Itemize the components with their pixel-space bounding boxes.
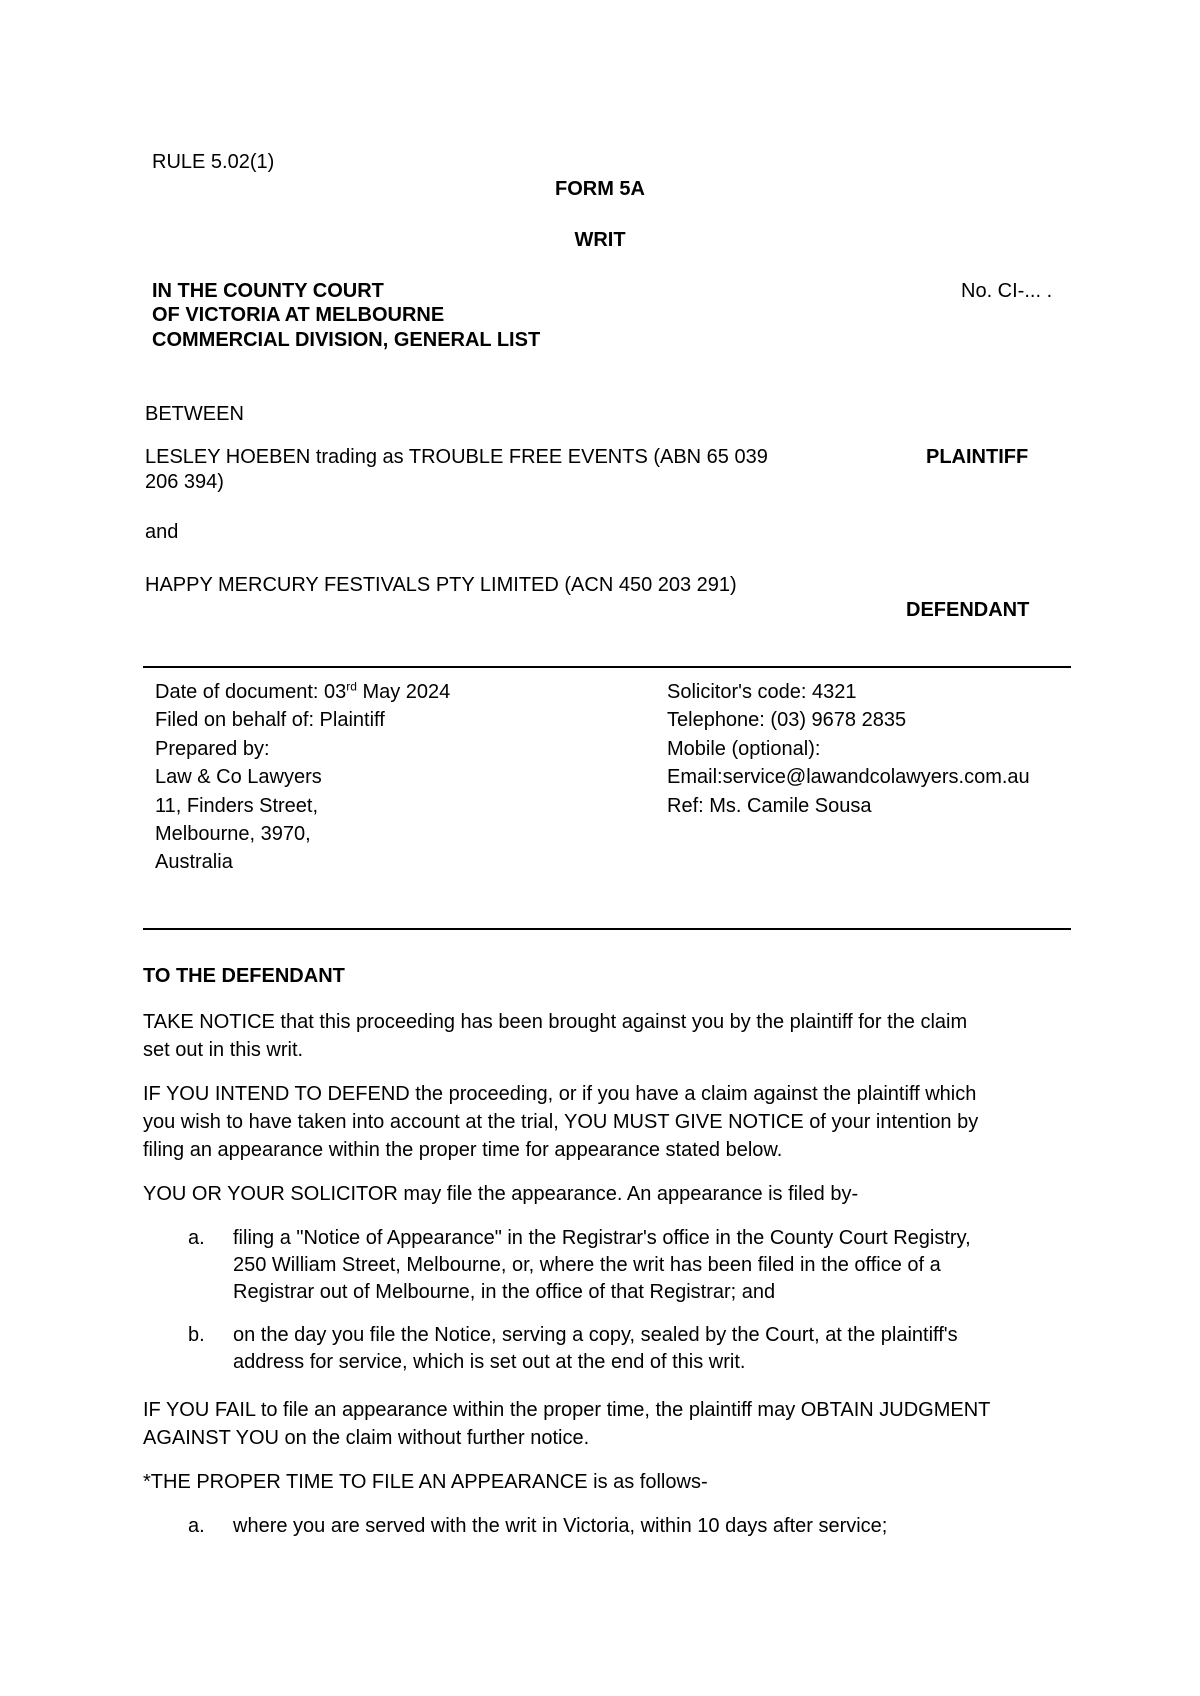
telephone: Telephone: (03) 9678 2835 bbox=[667, 709, 907, 732]
list-item bbox=[188, 1225, 1068, 1306]
rule-reference: RULE 5.02(1) bbox=[152, 151, 275, 173]
defendant-name: HAPPY MERCURY FESTIVALS PTY LIMITED (ACN 450 203 291) bbox=[145, 574, 737, 596]
notice-paragraph-5 bbox=[143, 1468, 1073, 1496]
firm-street: 11, Finders Street, bbox=[155, 794, 319, 817]
notice-paragraph-2 bbox=[143, 1080, 1073, 1164]
firm-name: Law & Co Lawyers bbox=[155, 766, 322, 789]
notice-paragraph-4 bbox=[143, 1396, 1073, 1452]
reference: Ref: Ms. Camile Sousa bbox=[667, 794, 872, 817]
notice-paragraph-1-line-1: TAKE NOTICE that this proceeding has been brought against you by the plaintiff for the claim bbox=[143, 1011, 968, 1033]
plaintiff-name-line-2: 206 394) bbox=[145, 471, 224, 493]
defendant-role: DEFENDANT bbox=[906, 599, 1030, 621]
list-item-line: address for service, which is set out at the end of this writ. bbox=[233, 1351, 746, 1373]
filing-details-right bbox=[667, 678, 1030, 820]
court-line-2: OF VICTORIA AT MELBOURNE bbox=[152, 304, 445, 326]
notice-paragraph-2-line-3: filing an appearance within the proper time for appearance stated below. bbox=[143, 1139, 783, 1161]
between-label: BETWEEN bbox=[145, 403, 244, 425]
notice-paragraph-3 bbox=[143, 1180, 1073, 1208]
notice-paragraph-2-line-2: you wish to have taken into account at the trial, YOU MUST GIVE NOTICE of your intention by bbox=[143, 1111, 979, 1133]
bottom-divider bbox=[143, 928, 1071, 930]
date-of-document: Date of document: 03rd May 2024 bbox=[155, 679, 451, 703]
list-marker: a. bbox=[188, 1227, 205, 1249]
mobile: Mobile (optional): bbox=[667, 737, 821, 760]
list-item-line: where you are served with the writ in Victoria, within 10 days after service; bbox=[233, 1515, 888, 1537]
notice-paragraph-3-line-1: YOU OR YOUR SOLICITOR may file the appearance. An appearance is filed by- bbox=[143, 1183, 859, 1205]
notice-heading: TO THE DEFENDANT bbox=[143, 965, 345, 987]
list-item bbox=[188, 1513, 1068, 1540]
firm-city: Melbourne, 3970, bbox=[155, 822, 311, 845]
filed-on-behalf: Filed on behalf of: Plaintiff bbox=[155, 709, 385, 732]
court-line-1: IN THE COUNTY COURT bbox=[152, 280, 384, 302]
notice-paragraph-1 bbox=[143, 1008, 1073, 1064]
list-item-line: 250 William Street, Melbourne, or, where the writ has been filed in the office of a bbox=[233, 1254, 941, 1276]
list-marker: a. bbox=[188, 1515, 205, 1537]
and-label: and bbox=[145, 521, 179, 543]
notice-paragraph-2-line-1: IF YOU INTEND TO DEFEND the proceeding, or if you have a claim against the plaintiff which bbox=[143, 1083, 977, 1105]
list-item-line: filing a "Notice of Appearance" in the Registrar's office in the County Court Registry, bbox=[233, 1227, 971, 1249]
solicitor-code: Solicitor's code: 4321 bbox=[667, 681, 857, 703]
list-item bbox=[188, 1322, 1068, 1376]
list-item-line: on the day you file the Notice, serving a copy, sealed by the Court, at the plaintiff's bbox=[233, 1324, 958, 1346]
email: Email:service@lawandcolawyers.com.au bbox=[667, 766, 1030, 789]
list-item-line: Registrar out of Melbourne, in the office of that Registrar; and bbox=[233, 1281, 776, 1303]
writ-title: WRIT bbox=[574, 229, 626, 251]
notice-paragraph-5-line-1: *THE PROPER TIME TO FILE AN APPEARANCE is as follows- bbox=[143, 1471, 708, 1493]
prepared-by: Prepared by: bbox=[155, 737, 270, 760]
form-title: FORM 5A bbox=[555, 178, 645, 200]
court-line-3: COMMERCIAL DIVISION, GENERAL LIST bbox=[152, 329, 541, 351]
top-divider bbox=[143, 666, 1071, 668]
list-marker: b. bbox=[188, 1324, 205, 1346]
plaintiff-role: PLAINTIFF bbox=[926, 446, 1029, 468]
notice-paragraph-4-line-2: AGAINST YOU on the claim without further notice. bbox=[143, 1427, 590, 1449]
plaintiff-name-line-1: LESLEY HOEBEN trading as TROUBLE FREE EVENTS (ABN 65 039 bbox=[145, 446, 768, 468]
filing-details-left bbox=[155, 678, 450, 877]
case-number: No. CI-... . bbox=[961, 280, 1053, 302]
notice-paragraph-4-line-1: IF YOU FAIL to file an appearance within the proper time, the plaintiff may OBTAIN JUDGMENT bbox=[143, 1399, 991, 1421]
notice-paragraph-1-line-2: set out in this writ. bbox=[143, 1039, 304, 1061]
firm-country: Australia bbox=[155, 851, 233, 874]
